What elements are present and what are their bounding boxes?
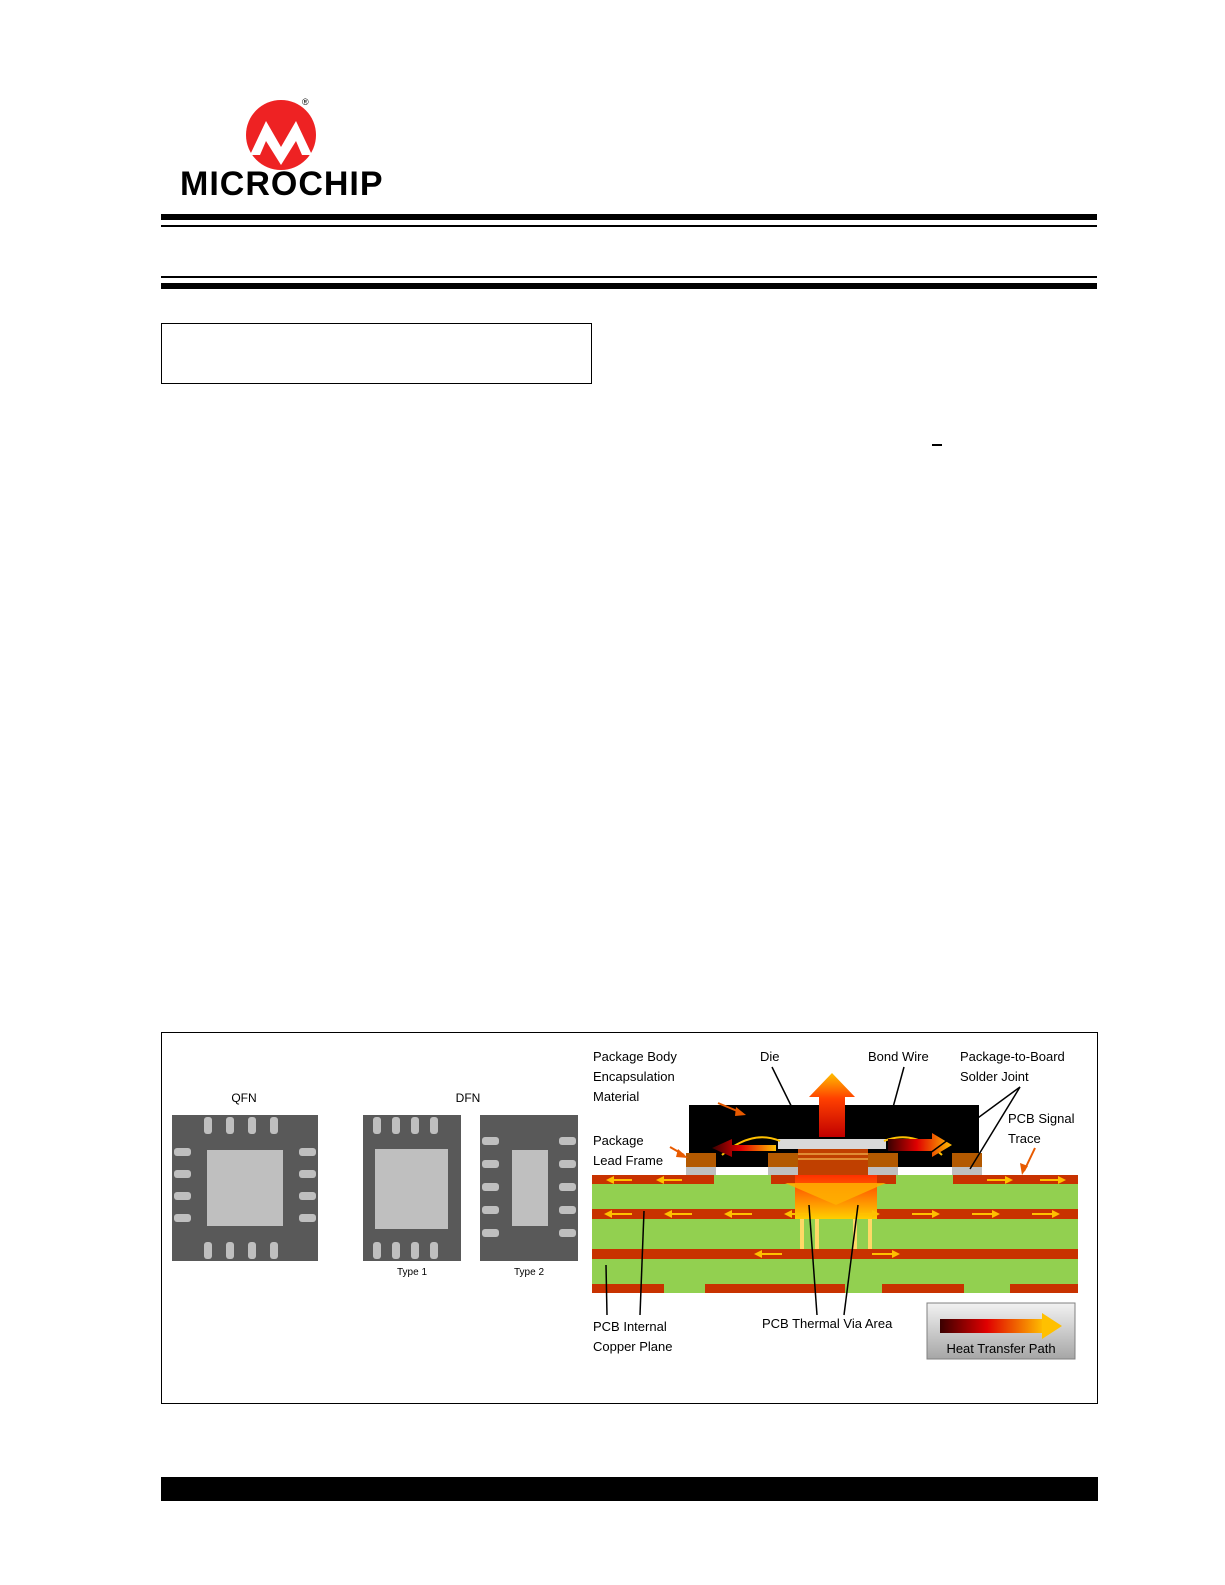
figure-frame bbox=[161, 1032, 1098, 1404]
note-box bbox=[161, 323, 592, 384]
label-package-body-1: Package Body bbox=[593, 1049, 677, 1064]
footer-bar bbox=[161, 1477, 1098, 1501]
microchip-logo-icon bbox=[240, 99, 322, 171]
header-rule-thin bbox=[161, 225, 1097, 227]
label-die: Die bbox=[760, 1049, 780, 1064]
type1-label: Type 1 bbox=[396, 1267, 428, 1278]
label-signal-trace-2: Trace bbox=[1008, 1131, 1041, 1146]
title-rule-thin bbox=[161, 276, 1097, 278]
label-bond-wire: Bond Wire bbox=[868, 1049, 929, 1064]
underscore-mark bbox=[932, 444, 942, 446]
package-thermal-figure bbox=[162, 1033, 1097, 1403]
dfn-type2-package bbox=[480, 1115, 578, 1278]
dfn-label: DFN bbox=[455, 1091, 481, 1105]
legend-label: Heat Transfer Path bbox=[946, 1341, 1056, 1356]
logo-wordmark: MICROCHIP bbox=[180, 165, 384, 203]
label-solder-joint-1: Package-to-Board bbox=[960, 1049, 1065, 1064]
qfn-label: QFN bbox=[231, 1091, 257, 1105]
label-package-body-3: Material bbox=[593, 1089, 640, 1104]
qfn-package bbox=[172, 1091, 318, 1261]
company-logo bbox=[166, 95, 386, 210]
label-package-body-2: Encapsulation bbox=[593, 1069, 675, 1084]
label-copper-plane-2: Copper Plane bbox=[593, 1339, 673, 1354]
header-rule-thick bbox=[161, 214, 1097, 220]
label-lead-frame-1: Package bbox=[593, 1133, 644, 1148]
label-copper-plane-1: PCB Internal bbox=[593, 1319, 667, 1334]
label-lead-frame-2: Lead Frame bbox=[593, 1153, 664, 1168]
label-thermal-via: PCB Thermal Via Area bbox=[762, 1316, 893, 1331]
type2-label: Type 2 bbox=[513, 1267, 545, 1278]
heat-transfer-legend bbox=[927, 1303, 1075, 1359]
pcb-cross-section bbox=[592, 1073, 1078, 1293]
label-solder-joint-2: Solder Joint bbox=[960, 1069, 1029, 1084]
registered-mark: ® bbox=[302, 97, 309, 107]
title-rule-thick bbox=[161, 283, 1097, 289]
label-signal-trace-1: PCB Signal bbox=[1008, 1111, 1075, 1126]
dfn-type1-package bbox=[363, 1091, 480, 1278]
